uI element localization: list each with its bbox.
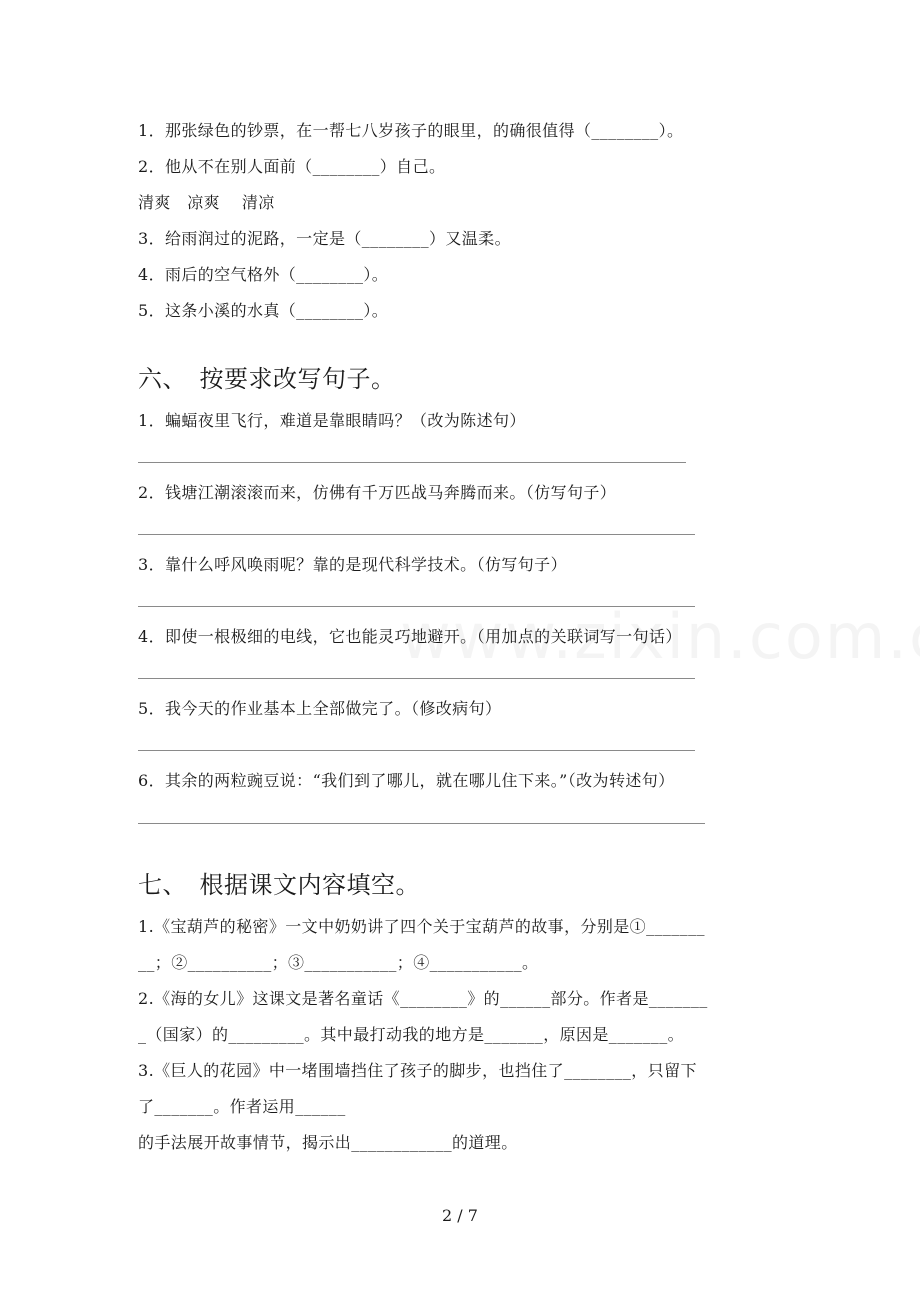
- question-5-5: 5．这条小溪的水真（________）。: [138, 301, 389, 320]
- question-7-1-line-1: 1.《宝葫芦的秘密》一文中奶奶讲了四个关于宝葫芦的故事，分别是①_______: [138, 917, 705, 936]
- question-7-3-line-3: 的手法展开故事情节，揭示出____________的道理。: [138, 1133, 518, 1152]
- section-7-title: 七、 根据课文内容填空。: [138, 871, 420, 899]
- section-6-title: 六、 按要求改写句子。: [138, 365, 396, 393]
- question-6-4: 4．即使一根极细的电线，它也能灵巧地避开。（用加点的关联词写一句话）: [138, 627, 682, 646]
- question-7-3-line-2: 了_______。作者运用______: [138, 1097, 346, 1116]
- question-5-4: 4．雨后的空气格外（________）。: [138, 265, 389, 284]
- word-bank: 清爽 凉爽 清凉: [138, 193, 275, 212]
- question-5-1: 1．那张绿色的钞票，在一帮七八岁孩子的眼里，的确很值得（________）。: [138, 121, 684, 140]
- question-5-3: 3．给雨润过的泥路，一定是（________）又温柔。: [138, 229, 511, 248]
- answer-line-6-2: [138, 534, 695, 535]
- question-6-5: 5．我今天的作业基本上全部做完了。（修改病句）: [138, 699, 502, 718]
- question-6-1: 1．蝙蝠夜里飞行，难道是靠眼睛吗？（改为陈述句）: [138, 411, 526, 430]
- watermark: [400, 600, 920, 673]
- answer-line-6-5: [138, 750, 695, 751]
- question-7-3-line-1: 3.《巨人的花园》中一堵围墙挡住了孩子的脚步，也挡住了________，只留下: [138, 1061, 697, 1080]
- page-number: 2 / 7: [442, 1206, 478, 1225]
- question-6-3: 3．靠什么呼风唤雨呢？靠的是现代科学技术。（仿写句子）: [138, 555, 567, 574]
- question-7-2-line-2: _（国家）的_________。其中最打动我的地方是_______，原因是_______。: [138, 1025, 685, 1044]
- question-6-2: 2．钱塘江潮滚滚而来，仿佛有千万匹战马奔腾而来。（仿写句子）: [138, 483, 617, 502]
- question-5-2: 2．他从不在别人面前（________）自己。: [138, 157, 446, 176]
- question-7-2-line-1: 2.《海的女儿》这课文是著名童话《________》的______部分。作者是_______: [138, 989, 708, 1008]
- answer-line-6-4: [138, 678, 695, 679]
- answer-line-6-6: [138, 823, 705, 824]
- answer-line-6-1: [138, 462, 686, 463]
- question-7-1-line-2: __；②__________；③___________；④___________。: [138, 953, 539, 972]
- question-6-6: 6．其余的两粒豌豆说：“我们到了哪儿，就在哪儿住下来。”（改为转述句）: [138, 771, 675, 790]
